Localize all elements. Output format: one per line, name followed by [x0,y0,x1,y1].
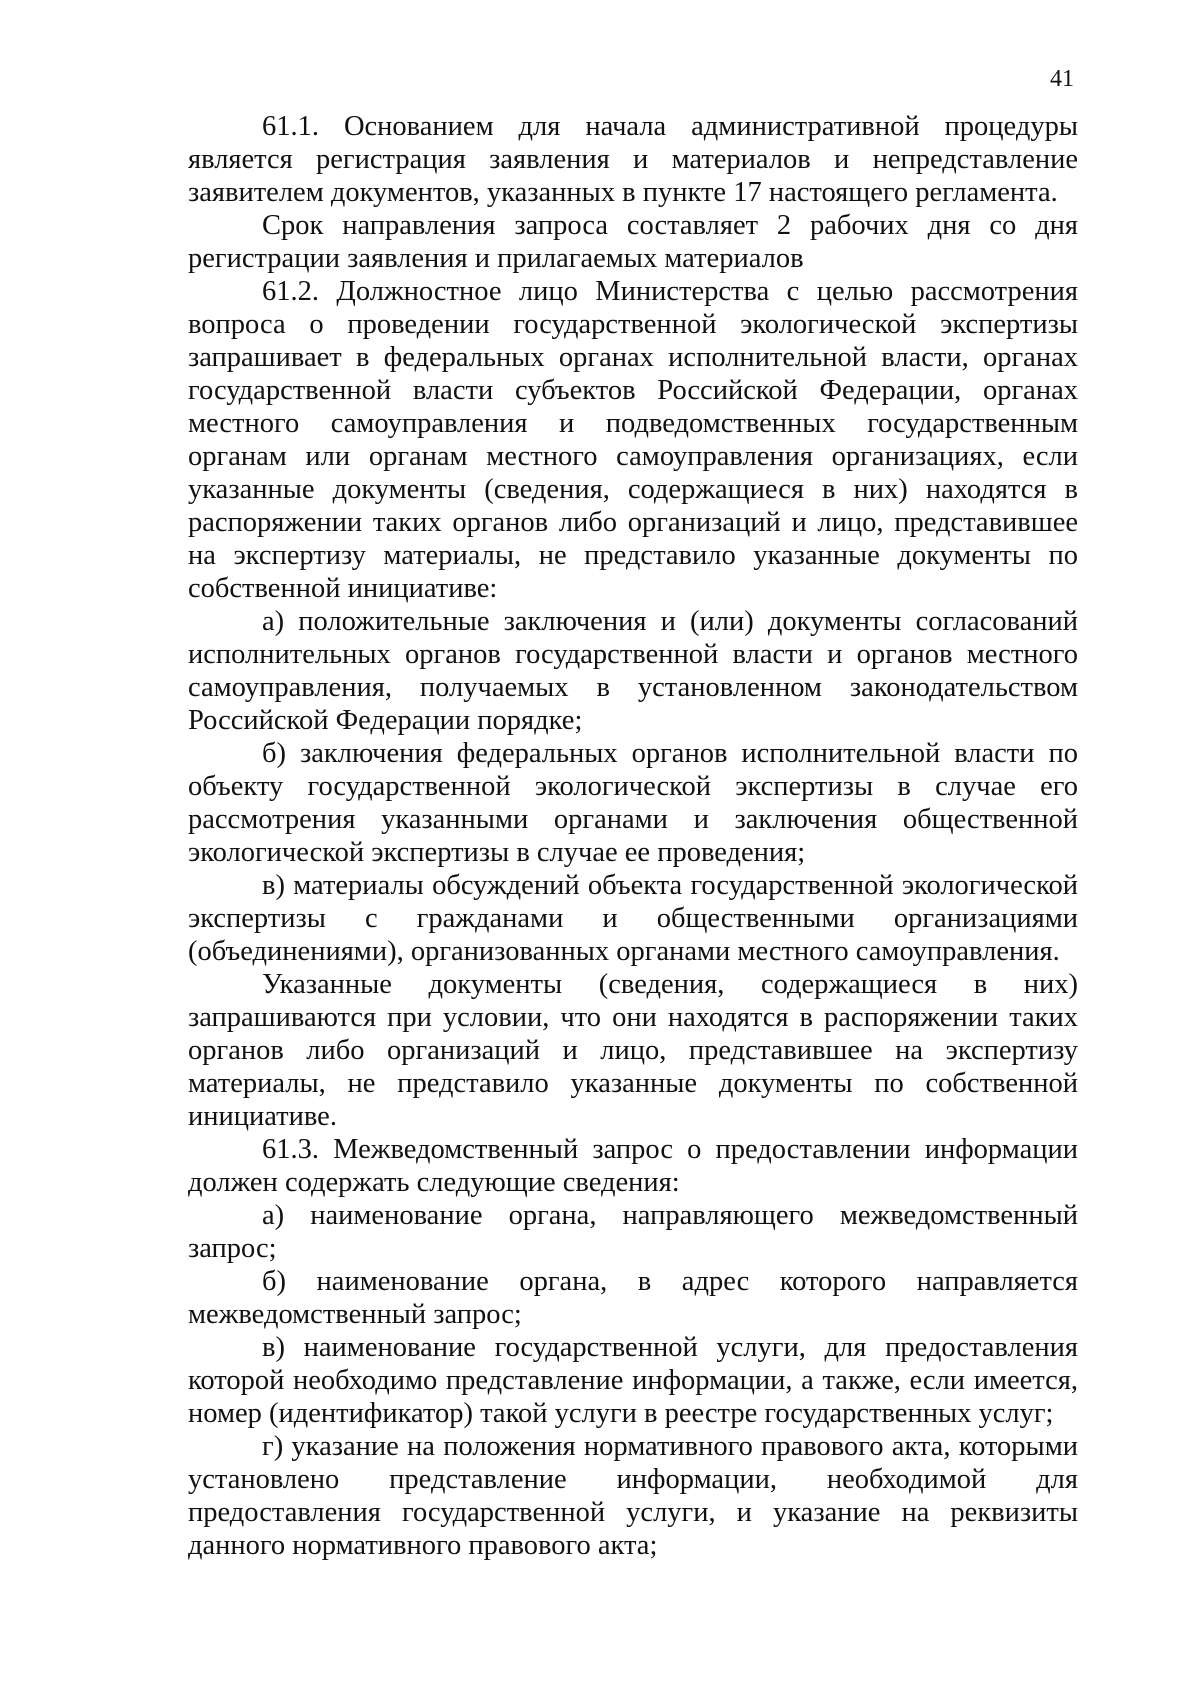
list-item-b: б) заключения федеральных органов исполнительной власти по объекту государственной экологической экспертизы в случае его рассмотрения указанными органами и заключения общественной экологической экспертизы в случае ее проведения; [188,738,1078,868]
paragraph-61-1: 61.1. Основанием для начала административной процедуры является регистрация заявления и материалов и непредставление заявителем документов, указанных в пункте 17 настоящего регламента. [188,111,1078,208]
list-item-v: в) материалы обсуждений объекта государственной экологической экспертизы с гражданами и общественными организациями (объединениями), организованных органами местного самоуправления. [188,870,1078,967]
document-body [188,110,1078,1562]
request-item-a: а) наименование органа, направляющего межведомственный запрос; [188,1200,1078,1264]
request-item-b: б) наименование органа, в адрес которого направляется межведомственный запрос; [188,1266,1078,1330]
paragraph-requested-documents: Указанные документы (сведения, содержащиеся в них) запрашиваются при условии, что они находятся в распоряжении таких органов либо организаций и лицо, представившее на экспертизу материалы, не представило указанные документы по собственной инициативе. [188,969,1078,1132]
paragraph-request-deadline: Срок направления запроса составляет 2 рабочих дня со дня регистрации заявления и прилагаемых материалов [188,210,1078,274]
page-number: 41 [1050,66,1074,92]
list-item-a: а) положительные заключения и (или) документы согласований исполнительных органов государственной власти и органов местного самоуправления, получаемых в установленном законодательством Российской Федерации порядке; [188,606,1078,736]
request-item-v: в) наименование государственной услуги, для предоставления которой необходимо представление информации, а также, если имеется, номер (идентификатор) такой услуги в реестре государственных услуг; [188,1332,1078,1429]
request-item-g: г) указание на положения нормативного правового акта, которыми установлено представление информации, необходимой для предоставления государственной услуги, и указание на реквизиты данного нормативного правового акта; [188,1431,1078,1561]
paragraph-61-3: 61.3. Межведомственный запрос о предоставлении информации должен содержать следующие сведения: [188,1134,1078,1198]
paragraph-61-2: 61.2. Должностное лицо Министерства с целью рассмотрения вопроса о проведении государственной экологической экспертизы запрашивает в федеральных органах исполнительной власти, органах государственной власти субъектов Российской Федерации, органах местного самоуправления и подведомственных государственным органам или органам местного самоуправления организациях, если указанные документы (сведения, содержащиеся в них) находятся в распоряжении таких органов либо организаций и лицо, представившее на экспертизу материалы, не представило указанные документы по собственной инициативе: [188,276,1078,604]
